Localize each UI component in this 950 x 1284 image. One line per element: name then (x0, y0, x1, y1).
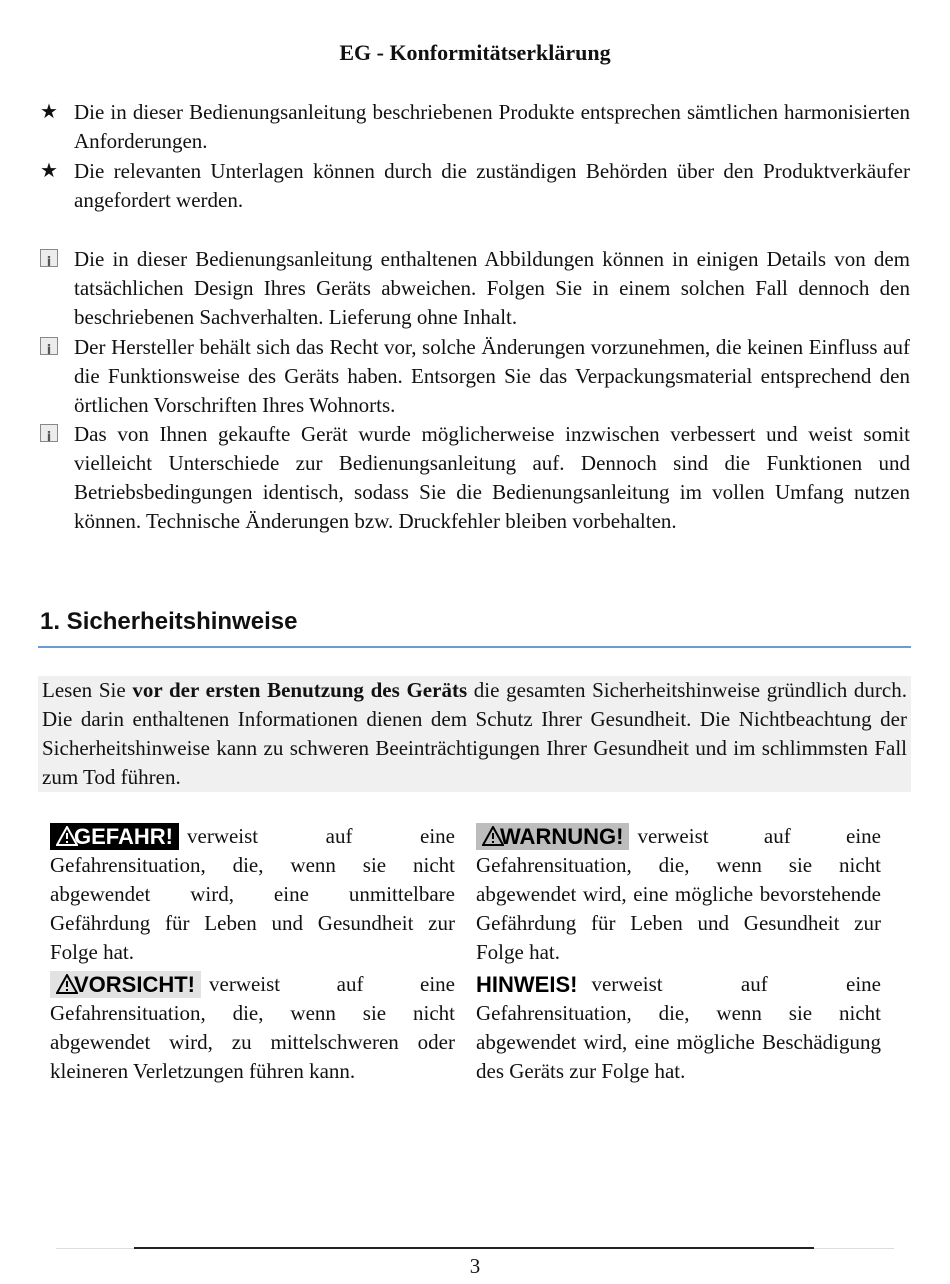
section-heading: 1. Sicherheitshinweise (40, 608, 298, 635)
info-note (40, 245, 910, 332)
footer-divider-bold (134, 1247, 814, 1249)
note-text: verweist auf eine Gefahrensituation, die, wenn sie nicht abgewendet wird, eine mögliche Beschädigung des Geräts zur Folge hat. (476, 972, 881, 1083)
conformity-bullet (40, 157, 910, 215)
star-icon: ★ (40, 101, 58, 123)
info-note (40, 420, 910, 536)
section-divider (38, 646, 911, 648)
warning-text: verweist auf eine Gefahrensituation, die, wenn sie nicht abgewendet wird, eine mögliche bevorstehende Gefährdung für Leben und Gesundheit zur Folge hat. (476, 824, 881, 964)
page-title: EG - Konformitätserklärung (339, 40, 611, 65)
hazard-warning (476, 822, 881, 967)
note-label: HINWEIS! (476, 971, 583, 998)
info-note-text: Die in dieser Bedienungsanleitung enthaltenen Abbildungen können in einigen Details von dem tatsächlichen Design Ihres Geräts abweichen. Folgen Sie in einem solchen Fall dennoch den beschriebenen Sachverhalten. Lieferung ohne Inhalt. (74, 247, 910, 329)
bullet-text: Die in dieser Bedienungsanleitung beschriebenen Produkte entsprechen sämtlichen harmonisierten Anforderungen. (74, 100, 910, 153)
info-note-text: Das von Ihnen gekaufte Gerät wurde möglicherweise inzwischen verbessert und weist somit vielleicht Unterschiede zur Bedienungsanleitung auf. Dennoch sind die Funktionen und Betriebsbedingungen identisch, sodass Sie die Bedienungsanleitung im vollen Umfang nutzen können. Technische Änderungen bzw. Druckfehler bleiben vorbehalten. (74, 422, 910, 533)
info-icon (40, 337, 58, 355)
warning-label: WARNUNG! (476, 823, 629, 850)
hazard-note (476, 970, 881, 1086)
star-icon: ★ (40, 160, 58, 182)
danger-label: GEFAHR! (50, 823, 179, 850)
danger-text: verweist auf eine Gefahrensituation, die, wenn sie nicht abgewendet wird, eine unmittelbare Gefährdung für Leben und Gesundheit zur Folge hat. (50, 824, 455, 964)
info-icon (40, 249, 58, 267)
caution-text: verweist auf eine Gefahrensituation, die, wenn sie nicht abgewendet wird, zu mittelschweren oder kleineren Verletzungen führen kann. (50, 972, 455, 1083)
hazard-danger (50, 822, 455, 967)
page-number: 3 (469, 1254, 481, 1278)
hazard-caution (50, 970, 455, 1086)
conformity-bullet (40, 98, 910, 156)
intro-text-bold: vor der ersten Benutzung des Geräts (132, 678, 468, 702)
info-icon (40, 424, 58, 442)
intro-text-end: die gesamten Sicherheitshinweise gründlich durch. Die darin enthaltenen Informationen dienen dem Schutz Ihrer Gesundheit. Die Nichtbeachtung der Sicherheitshinweise kann zu schweren Beeinträchtigungen Ihrer Gesundheit und im schlimmsten Fall zum Tod führen. (42, 678, 907, 789)
safety-intro (38, 676, 911, 792)
caution-label: VORSICHT! (50, 971, 201, 998)
intro-text-start: Lesen Sie (42, 678, 133, 702)
info-note-text: Der Hersteller behält sich das Recht vor, solche Änderungen vorzunehmen, die keinen Einfluss auf die Funktionsweise des Geräts haben. Entsorgen Sie das Verpackungsmaterial entsprechend den örtlichen Vorschriften Ihres Wohnorts. (74, 335, 910, 417)
info-note (40, 333, 910, 420)
bullet-text: Die relevanten Unterlagen können durch die zuständigen Behörden über den Produktverkäufer angefordert werden. (74, 159, 910, 212)
